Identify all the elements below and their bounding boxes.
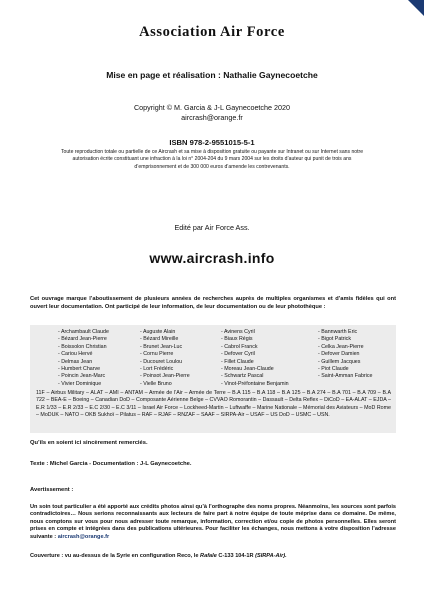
contributor: - Vinot-Préfontaine Benjamin [221, 380, 289, 387]
contributor: - Humbert Charve [58, 366, 101, 373]
copyright-line: Copyright © M. Garcia & J-L Gaynecoetche 2020 [133, 103, 291, 112]
contributor: - Boissolon Christian [58, 343, 107, 350]
contributor: - Bézard Mireille [140, 336, 179, 343]
contributor: - Bigot Patrick [318, 336, 351, 343]
contributor: - Celka Jean-Pierre [318, 343, 364, 350]
contributor: - Archambault Claude [58, 329, 109, 335]
contributors-column-3 [221, 329, 289, 388]
contributors-column-1 [58, 329, 109, 388]
contributors-column-2 [140, 329, 190, 388]
contributor: - Defover Cyril [221, 351, 255, 358]
thanks-line: Qu’ils en soient ici sincèrement remerciés. [30, 440, 148, 446]
cover-aircraft: Rafale [200, 553, 217, 559]
contributor: - Cornu Pierre [140, 351, 174, 358]
contributor: - Fillet Claude [221, 358, 254, 365]
organizations-list: 11F – Airbus Military – ALAT – AMI – ANTAM – Armée de l’Air – Armée de Terre – B.A 115 – B.A 118 – B.A 125 – B.A 274 – B.A 701 – B.A 709 – B.A 722 – BEA-E – Boeing – Canadian DoD – Composante Aérienne Belge – CVVAO Romorantin – Dassault – Delta Reflex – DiCoD – EA-ALAT – EJDA – E.R 1/33 – E.R 2/33 – E.C 2/30 – E.C 3/11 – Israel Air Force – Lockheed-Martin – Luftwaffe – Marine Nationale – Mémorial des Aviateurs – MoD Rome – MoDUK – NATO – OKB Sukhoï – Pilatus – RAF – RJAF – RNZAF – SAAF – SIRPA-Air – USAF – US DoD – USMC – USN. [36, 390, 391, 419]
contributor: - Cabrol Franck [221, 343, 258, 350]
contact-email-link[interactable]: aircrash@orange.fr [57, 533, 110, 540]
website-link[interactable]: www.aircrash.info [149, 250, 275, 266]
warning-text: Un soin tout particulier a été apporté aux crédits photos ainsi qu’à l’orthographe des noms propres. Néanmoins, les sources sont parfois contradictoires… Nous serions reconnaissants aux lecteurs de faire part à notre équipe de toute méprise dans ce domaine. De même, nous comptons sur vous pour nous adresser toute remarque, information, correction et/ou copie de photos personnelles. Elles seront prises en compte et intégrées dans des publications ultérieures. Pour faciliter les échanges, nous mettons à votre disposition l’adresse suivante : [30, 504, 396, 540]
warning-body [30, 504, 396, 541]
contributor: - Auguste Alain [140, 329, 176, 335]
cover-caption [30, 553, 287, 559]
contributors-column-4 [318, 329, 372, 381]
contributor: - Poincin Jean-Marc [58, 373, 106, 380]
contributor: - Vivier Dominique [58, 380, 102, 387]
contributor: - Brunet Jean-Luc [140, 343, 183, 350]
contributor: - Ducouret Loulou [140, 358, 183, 365]
contributor: - Piot Claude [318, 366, 349, 373]
cover-source: (SIRPA-Air). [255, 553, 287, 559]
contributor: - Saint-Amman Fabrice [318, 373, 373, 380]
cover-suffix: C-133 104-1R [218, 553, 254, 559]
text-credits: Texte : Michel Garcia - Documentation : J-L Gaynecoetche. [30, 461, 192, 467]
contributor: - Moreau Jean-Claude [221, 366, 274, 373]
acknowledgement-intro: Cet ouvrage marque l’aboutissement de plusieurs années de recherches auprès de multiples organismes et d’amis fidèles qui ont ouvert leur documentation. Ont participé de leur information, de leur documentation ou de leur photothèque : [30, 296, 396, 310]
contributor: - Bézard Jean-Pierre [58, 336, 107, 343]
contributor: - Biaux Régis [221, 336, 253, 343]
contributor: - Cariou Hervé [58, 351, 93, 358]
page-title: Association Air Force [139, 24, 285, 40]
contributor: - Poinsot Jean-Pierre [140, 373, 190, 380]
contributor: - Bannwarth Eric [318, 329, 358, 335]
contributor: - Delmas Jean [58, 358, 93, 365]
contributor: - Schwartz Pascal [221, 373, 264, 380]
legal-notice: Toute reproduction totale ou partielle de ce Aircrash et sa mise à disposition gratuite ou payante sur Intranet ou sur Internet sans notre autorisation écrite constituant une infraction à la loi n° 2004-204 du 9 mars 2004 sur les droits d’auteur qui punit de trois ans d’emprisonnement et de 300 000 euros d’amende les contrevenants. [60, 149, 364, 170]
layout-credit: Mise en page et réalisation : Nathalie Gaynecoetche [106, 70, 318, 80]
contributor: - Vielle Bruno [140, 380, 172, 387]
contributor: - Defover Damien [318, 351, 360, 358]
contributors-panel [30, 325, 396, 433]
cover-prefix: Couverture : vu au-dessus de la Syrie en configuration Reco, le [30, 553, 199, 559]
warning-heading: Avertissement : [30, 487, 74, 493]
contributor: - Avinens Cyril [221, 329, 255, 335]
publisher-line: Edité par Air Force Ass. [174, 223, 250, 232]
contributor: - Guillem Jacques [318, 358, 361, 365]
copyright-email: aircrash@orange.fr [181, 113, 243, 122]
contributor: - Lort Frédéric [140, 366, 174, 373]
corner-accent [408, 0, 424, 16]
isbn: ISBN 978-2-9551015-5-1 [169, 138, 255, 147]
